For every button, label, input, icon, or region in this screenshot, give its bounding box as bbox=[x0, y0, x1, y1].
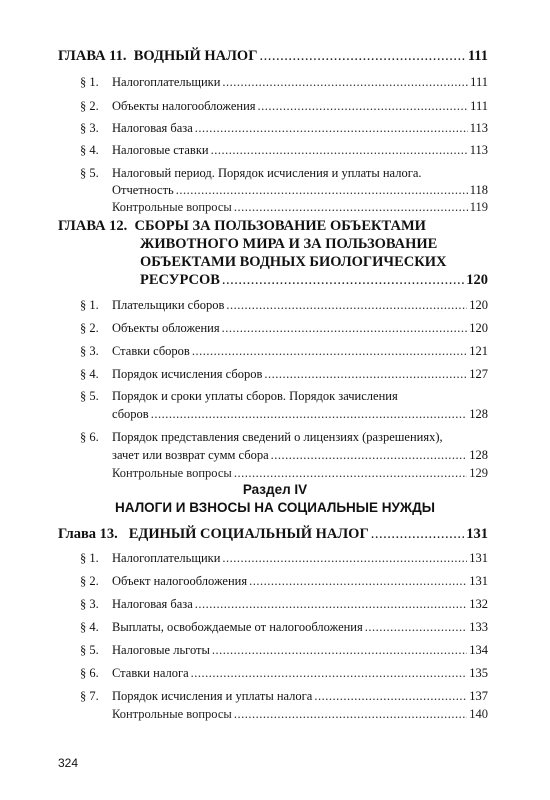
toc-control-questions bbox=[112, 704, 488, 724]
section-number: § 6. bbox=[80, 430, 99, 444]
page-number: 119 bbox=[469, 200, 488, 214]
section-number: § 3. bbox=[80, 597, 99, 611]
leader-dots bbox=[226, 295, 467, 315]
section-title: Объект налогообложения bbox=[112, 574, 248, 588]
section-title: Ставки налога bbox=[112, 666, 189, 680]
section-number: § 1. bbox=[80, 75, 99, 89]
leader-dots bbox=[271, 445, 468, 465]
section-title: Объекты обложения bbox=[112, 321, 220, 335]
page-number: 131 bbox=[466, 526, 488, 542]
leader-dots bbox=[371, 524, 465, 544]
toc-section-line1 bbox=[80, 427, 488, 447]
toc-chapter-12-line4 bbox=[140, 270, 488, 290]
section-title: Плательщики сборов bbox=[112, 298, 225, 312]
section-number: § 6. bbox=[80, 666, 99, 680]
section-title: Налоговые льготы bbox=[112, 643, 210, 657]
page-number: 129 bbox=[469, 466, 488, 480]
section-number: § 2. bbox=[80, 99, 99, 113]
section-title: Налоговая база bbox=[112, 121, 193, 135]
page-number: 113 bbox=[469, 143, 488, 157]
section-number: § 5. bbox=[80, 643, 99, 657]
section-title: Объекты налогообложения bbox=[112, 99, 256, 113]
page-number: 133 bbox=[469, 620, 488, 634]
chapter-title-cont: ЖИВОТНОГО МИРА И ЗА ПОЛЬЗОВАНИЕ bbox=[140, 236, 438, 252]
part-label: Раздел IV bbox=[242, 482, 308, 497]
leader-dots bbox=[192, 341, 467, 361]
page-number: 118 bbox=[469, 183, 488, 197]
toc-chapter-13 bbox=[58, 524, 488, 544]
section-number: § 4. bbox=[80, 143, 99, 157]
section-number: § 2. bbox=[80, 574, 99, 588]
toc-section bbox=[80, 617, 488, 637]
section-title: Налоговый период. Порядок исчисления и уплаты налога. bbox=[112, 166, 422, 180]
leader-dots bbox=[314, 686, 467, 706]
leader-dots bbox=[211, 140, 468, 160]
page-number: 120 bbox=[466, 272, 488, 288]
section-number: § 5. bbox=[80, 389, 99, 403]
page-number: 140 bbox=[469, 707, 488, 721]
section-title: Порядок исчисления и уплаты налога bbox=[112, 689, 313, 703]
toc-chapter-12-line2 bbox=[140, 234, 488, 254]
section-title: Порядок и сроки уплаты сборов. Порядок зачисления bbox=[112, 389, 398, 403]
leader-dots bbox=[191, 663, 468, 683]
section-number: § 4. bbox=[80, 367, 99, 381]
control-title: Контрольные вопросы bbox=[112, 707, 232, 721]
section-number: § 3. bbox=[80, 344, 99, 358]
section-number: § 1. bbox=[80, 551, 99, 565]
toc-chapter-12-line1 bbox=[58, 216, 488, 236]
section-number: § 4. bbox=[80, 620, 99, 634]
leader-dots bbox=[222, 548, 467, 568]
page-number: 111 bbox=[470, 75, 488, 89]
leader-dots bbox=[365, 617, 468, 637]
chapter-title-cont: РЕСУРСОВ bbox=[140, 272, 220, 288]
leader-dots bbox=[222, 72, 468, 92]
part-title: НАЛОГИ И ВЗНОСЫ НА СОЦИАЛЬНЫЕ НУЖДЫ bbox=[115, 500, 435, 515]
page-number: 137 bbox=[469, 689, 488, 703]
chapter-title-cont: ОБЪЕКТАМИ ВОДНЫХ БИОЛОГИЧЕСКИХ bbox=[140, 254, 447, 270]
toc-section-line2 bbox=[112, 404, 488, 424]
toc-section bbox=[80, 140, 488, 160]
page-number: 113 bbox=[469, 121, 488, 135]
page-number: 121 bbox=[469, 344, 488, 358]
toc-section bbox=[80, 96, 488, 116]
page-number: 134 bbox=[469, 643, 488, 657]
toc-section bbox=[80, 72, 488, 92]
section-title: Налогоплательщики bbox=[112, 551, 221, 565]
toc-section bbox=[80, 594, 488, 614]
page-number: 132 bbox=[469, 597, 488, 611]
section-title: Налоговые ставки bbox=[112, 143, 209, 157]
toc-chapter-11 bbox=[58, 46, 488, 66]
control-title: Контрольные вопросы bbox=[112, 200, 232, 214]
page-number: 131 bbox=[469, 551, 488, 565]
leader-dots bbox=[259, 46, 465, 66]
page-number: 135 bbox=[469, 666, 488, 680]
page-number: 128 bbox=[469, 448, 488, 462]
toc-section bbox=[80, 571, 488, 591]
section-title: Налогоплательщики bbox=[112, 75, 221, 89]
leader-dots bbox=[234, 704, 467, 724]
toc-section-line2 bbox=[112, 445, 488, 465]
leader-dots bbox=[195, 118, 468, 138]
toc-section bbox=[80, 548, 488, 568]
section-title: Порядок представления сведений о лицензиях (разрешениях), bbox=[112, 430, 443, 444]
section-title: Налоговая база bbox=[112, 597, 193, 611]
toc-section bbox=[80, 364, 488, 384]
leader-dots bbox=[249, 571, 467, 591]
section-title: Выплаты, освобождаемые от налогообложения bbox=[112, 620, 363, 634]
section-title-cont: Отчетность bbox=[112, 183, 174, 197]
toc-section bbox=[80, 118, 488, 138]
page-number: 120 bbox=[469, 298, 488, 312]
toc-section bbox=[80, 341, 488, 361]
section-title: Порядок исчисления сборов bbox=[112, 367, 263, 381]
section-number: § 1. bbox=[80, 298, 99, 312]
chapter-label: Глава 13. bbox=[58, 526, 118, 542]
section-title-cont: зачет или возврат сумм сбора bbox=[112, 448, 269, 462]
page-number: 128 bbox=[469, 407, 488, 421]
section-number: § 3. bbox=[80, 121, 99, 135]
leader-dots bbox=[151, 404, 468, 424]
section-number: § 5. bbox=[80, 166, 99, 180]
leader-dots bbox=[234, 197, 468, 217]
section-number: § 2. bbox=[80, 321, 99, 335]
section-title: Ставки сборов bbox=[112, 344, 190, 358]
toc-control-questions bbox=[112, 197, 488, 217]
toc-section bbox=[80, 663, 488, 683]
leader-dots bbox=[264, 364, 467, 384]
toc-section bbox=[80, 295, 488, 315]
toc-section bbox=[80, 686, 488, 706]
page-number: 131 bbox=[469, 574, 488, 588]
toc-section bbox=[80, 318, 488, 338]
leader-dots bbox=[212, 640, 467, 660]
chapter-label: ГЛАВА 11. bbox=[58, 48, 127, 64]
leader-dots bbox=[222, 318, 468, 338]
chapter-title: ВОДНЫЙ НАЛОГ bbox=[133, 48, 258, 64]
chapter-title: СБОРЫ ЗА ПОЛЬЗОВАНИЕ ОБЪЕКТАМИ bbox=[134, 218, 426, 234]
page-number: 111 bbox=[467, 48, 488, 64]
page-number: 120 bbox=[469, 321, 488, 335]
section-title-cont: сборов bbox=[112, 407, 149, 421]
leader-dots bbox=[258, 96, 469, 116]
leader-dots bbox=[222, 270, 464, 290]
toc-chapter-12-line3 bbox=[140, 252, 488, 272]
chapter-title: ЕДИНЫЙ СОЦИАЛЬНЫЙ НАЛОГ bbox=[128, 526, 369, 542]
section-number: § 7. bbox=[80, 689, 99, 703]
chapter-label: ГЛАВА 12. bbox=[58, 218, 128, 234]
folio-page-number: 324 bbox=[58, 756, 79, 770]
page-number: 127 bbox=[469, 367, 488, 381]
page-number: 111 bbox=[470, 99, 488, 113]
toc-section bbox=[80, 640, 488, 660]
leader-dots bbox=[195, 594, 467, 614]
control-title: Контрольные вопросы bbox=[112, 466, 232, 480]
toc-section-line1 bbox=[80, 386, 488, 406]
